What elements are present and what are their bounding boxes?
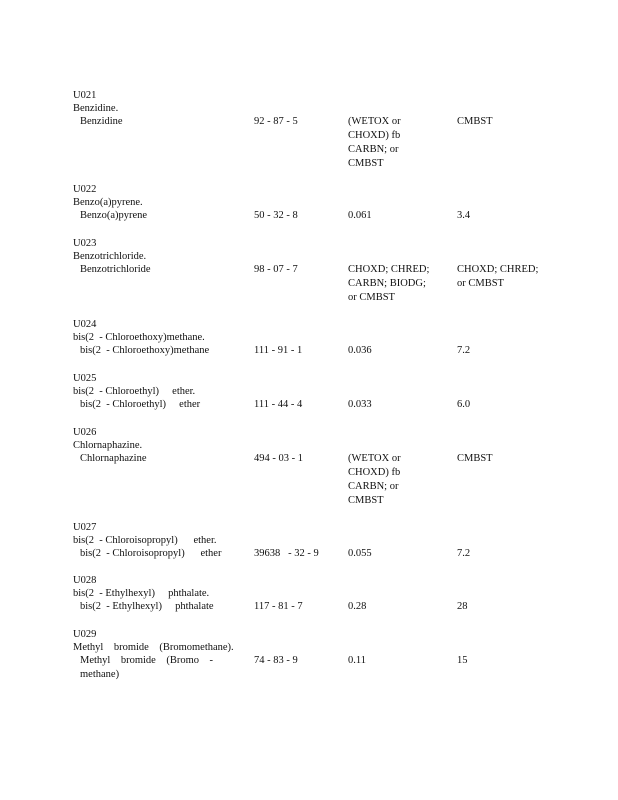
constituent-name: bis(2 - Chloroethoxy)methane <box>80 345 210 356</box>
standard-line: CMBST <box>457 116 493 127</box>
nonwastewater-standard <box>457 452 549 466</box>
constituent-name: bis(2 - Chloroethyl) ether <box>80 399 201 410</box>
constituent-row <box>73 547 573 560</box>
constituent-row <box>73 600 573 613</box>
nonwastewater-standard <box>457 263 542 291</box>
nonwastewater-standard <box>457 547 549 561</box>
constituent-name: Chlornaphazine <box>80 453 147 464</box>
constituent-name: bis(2 - Ethylhexyl) phthalate <box>80 601 214 612</box>
cas-number: 39638 - 32 - 9 <box>254 548 319 559</box>
standard-line: 0.11 <box>348 655 366 666</box>
waste-entry-u029 <box>73 628 573 680</box>
waste-title: Benzo(a)pyrene. <box>73 197 143 208</box>
waste-entry-u026 <box>73 426 573 506</box>
cas-number: 74 - 83 - 9 <box>254 655 298 666</box>
constituent-row <box>73 209 573 222</box>
waste-title: bis(2 - Chloroisopropyl) ether. <box>73 535 217 546</box>
waste-code: U028 <box>73 575 97 586</box>
standard-line: 15 <box>457 655 468 666</box>
standard-line: 0.061 <box>348 210 372 221</box>
wastewater-standard <box>348 344 420 358</box>
standard-line: or CMBST <box>457 278 504 289</box>
waste-code: U029 <box>73 629 97 640</box>
waste-entry-u024 <box>73 318 573 357</box>
constituent-row <box>73 263 573 303</box>
waste-title: Chlornaphazine. <box>73 440 143 451</box>
nonwastewater-standard <box>457 209 549 223</box>
waste-entry-u027 <box>73 521 573 560</box>
constituent-name: bis(2 - Chloroisopropyl) ether <box>80 548 222 559</box>
constituent-line: Methyl bromide (Bromo - <box>80 655 213 666</box>
wastewater-standard <box>348 654 420 668</box>
constituent-row <box>73 344 573 357</box>
constituent-row <box>73 115 573 169</box>
wastewater-standard <box>348 547 420 561</box>
standard-line: CHOXD) fb <box>348 130 401 141</box>
standard-line: 3.4 <box>457 210 471 221</box>
constituent-name: Benzo(a)pyrene <box>80 210 148 221</box>
wastewater-standard <box>348 115 420 171</box>
waste-code: U027 <box>73 522 97 533</box>
wastewater-standard <box>348 398 420 412</box>
standard-line: CMBST <box>348 495 384 506</box>
waste-entry-u022 <box>73 183 573 222</box>
constituent-name <box>80 654 220 682</box>
cas-number: 494 - 03 - 1 <box>254 453 303 464</box>
cas-number: 98 - 07 - 7 <box>254 264 298 275</box>
constituent-name: Benzotrichloride <box>80 264 151 275</box>
standard-line: CMBST <box>457 453 493 464</box>
cas-number: 111 - 91 - 1 <box>254 345 303 356</box>
waste-title: Benzidine. <box>73 103 119 114</box>
waste-entry-u021 <box>73 89 573 169</box>
wastewater-standard <box>348 600 420 614</box>
standard-line: CMBST <box>348 158 384 169</box>
constituent-name: Benzidine <box>80 116 123 127</box>
cas-number: 92 - 87 - 5 <box>254 116 298 127</box>
wastewater-standard <box>348 209 420 223</box>
cas-number: 50 - 32 - 8 <box>254 210 298 221</box>
standard-line: 7.2 <box>457 548 471 559</box>
standard-line: 0.28 <box>348 601 367 612</box>
waste-entry-u023 <box>73 237 573 303</box>
standard-line: 7.2 <box>457 345 471 356</box>
nonwastewater-standard <box>457 654 549 668</box>
standard-line: 28 <box>457 601 468 612</box>
waste-code: U025 <box>73 373 97 384</box>
constituent-line: methane) <box>80 669 120 680</box>
cas-number: 111 - 44 - 4 <box>254 399 303 410</box>
nonwastewater-standard <box>457 344 549 358</box>
nonwastewater-standard <box>457 115 549 129</box>
standard-line: (WETOX or <box>348 116 401 127</box>
standard-line: or CMBST <box>348 292 395 303</box>
constituent-row <box>73 452 573 506</box>
wastewater-standard <box>348 263 433 305</box>
waste-code: U022 <box>73 184 97 195</box>
standard-line: 0.055 <box>348 548 372 559</box>
standard-line: (WETOX or <box>348 453 401 464</box>
waste-title: bis(2 - Ethylhexyl) phthalate. <box>73 588 210 599</box>
cas-number: 117 - 81 - 7 <box>254 601 303 612</box>
wastewater-standard <box>348 452 420 508</box>
nonwastewater-standard <box>457 398 549 412</box>
waste-entry-u028 <box>73 574 573 613</box>
nonwastewater-standard <box>457 600 549 614</box>
standard-line: 0.033 <box>348 399 372 410</box>
waste-title: bis(2 - Chloroethoxy)methane. <box>73 332 205 343</box>
waste-code: U026 <box>73 427 97 438</box>
waste-code: U021 <box>73 90 97 101</box>
standard-line: CARBN; or <box>348 481 399 492</box>
standard-line: CARBN; BIODG; <box>348 278 426 289</box>
waste-title: Benzotrichloride. <box>73 251 147 262</box>
constituent-row <box>73 398 573 411</box>
standard-line: CHOXD) fb <box>348 467 401 478</box>
standard-line: 6.0 <box>457 399 471 410</box>
waste-title: Methyl bromide (Bromomethane). <box>73 642 234 653</box>
waste-title: bis(2 - Chloroethyl) ether. <box>73 386 196 397</box>
standard-line: CHOXD; CHRED; <box>457 264 539 275</box>
waste-entry-u025 <box>73 372 573 411</box>
standard-line: CHOXD; CHRED; <box>348 264 430 275</box>
constituent-row <box>73 654 573 680</box>
standard-line: 0.036 <box>348 345 372 356</box>
waste-code: U024 <box>73 319 97 330</box>
standard-line: CARBN; or <box>348 144 399 155</box>
waste-code: U023 <box>73 238 97 249</box>
